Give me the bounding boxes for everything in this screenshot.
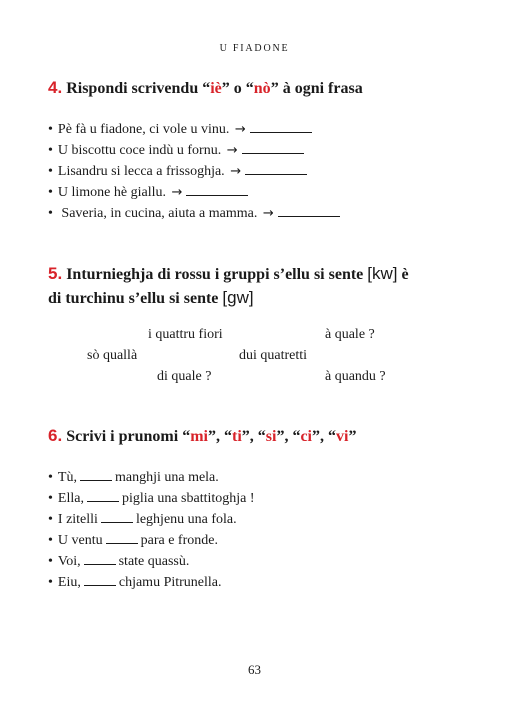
answer-blank[interactable]	[245, 162, 307, 175]
exercise-5-title-line2	[48, 286, 254, 311]
sentence-start: Ella,	[57, 491, 84, 506]
word-group[interactable]: sò quallà	[87, 348, 138, 363]
exercise-6-list	[48, 467, 255, 593]
word-group[interactable]: i quattru fiori	[148, 327, 223, 342]
sound-gw: [gw]	[222, 288, 254, 307]
exercise-6-title-pre: Scrivi i prunomi	[66, 428, 179, 445]
sentence-start: U ventu	[57, 533, 103, 548]
sentence-end: state quassù.	[118, 554, 190, 569]
exercise-4-title-post: ” à ogni frasa	[270, 80, 363, 97]
list-item: • Lisandru si lecca a frissoghja. →	[48, 161, 340, 182]
pronoun-vi: vi	[335, 428, 349, 445]
exercise-5-line1: Inturnieghja di rossu i gruppi s’ellu si sente	[66, 266, 364, 283]
list-item: • Pè fà u fiadone, ci vole u vinu. →	[48, 119, 340, 140]
word-group[interactable]: à quale ?	[325, 327, 375, 342]
list-item: • Tù, manghji una mela.	[48, 470, 219, 485]
sentence: U biscottu coce indù u fornu.	[57, 143, 222, 158]
pronoun-blank[interactable]	[84, 552, 116, 565]
arrow-right-icon: →	[226, 143, 238, 158]
pronoun-ti: ti	[231, 428, 242, 445]
running-header: U FIADONE	[219, 43, 290, 54]
exercise-5-line2: di turchinu s’ellu si sente	[48, 290, 219, 307]
exercise-6-title: 6. Scrivi i prunomi “mi”, “ti”, “si”, “ci”, “vi”	[48, 426, 357, 445]
sentence: U limone hè giallu.	[57, 185, 166, 200]
sentence-start: Voi,	[57, 554, 81, 569]
sound-kw: [kw]	[367, 264, 398, 283]
exercise-4-title-pre: Rispondi scrivendu “	[66, 80, 211, 97]
option-ie: iè	[210, 80, 222, 97]
list-item: • Saveria, in cucina, aiuta a mamma. →	[48, 203, 340, 224]
exercise-5-title	[48, 262, 409, 287]
exercise-5-number: 5.	[48, 264, 63, 283]
list-item: • Voi, state quassù.	[48, 554, 190, 569]
exercise-4-title-mid: ” o “	[221, 80, 254, 97]
list-item: • U ventu para e fronde.	[48, 533, 218, 548]
pronoun-blank[interactable]	[87, 489, 119, 502]
arrow-right-icon: →	[234, 122, 246, 137]
sentence-end: piglia una sbattitoghja !	[121, 491, 255, 506]
sentence: Saveria, in cucina, aiuta a mamma.	[61, 206, 258, 221]
exercise-4-number: 4.	[48, 78, 63, 97]
sentence-end: chjamu Pitrunella.	[118, 575, 222, 590]
word-group[interactable]: dui quatretti	[239, 348, 308, 363]
list-item: • U limone hè giallu. →	[48, 182, 340, 203]
answer-blank[interactable]	[250, 120, 312, 133]
pronoun-blank[interactable]	[101, 510, 133, 523]
exercise-4-title	[48, 76, 363, 101]
sentence-start: Eiu,	[57, 575, 81, 590]
sentence: Lisandru si lecca a frissoghja.	[57, 164, 225, 179]
pronoun-ci: ci	[300, 428, 312, 445]
arrow-right-icon: →	[262, 206, 274, 221]
answer-blank[interactable]	[278, 204, 340, 217]
page-number: 63	[248, 662, 261, 677]
sentence-end: para e fronde.	[140, 533, 218, 548]
pronoun-blank[interactable]	[84, 573, 116, 586]
list-item: • I zitelli leghjenu una fola.	[48, 512, 237, 527]
arrow-right-icon: →	[230, 164, 242, 179]
list-item: • Eiu, chjamu Pitrunella.	[48, 575, 222, 590]
sentence: Pè fà u fiadone, ci vole u vinu.	[57, 122, 230, 137]
list-item: • Ella, piglia una sbattitoghja !	[48, 491, 255, 506]
exercise-5-line1-end: è	[401, 266, 409, 283]
sentence-end: leghjenu una fola.	[135, 512, 237, 527]
pronoun-blank[interactable]	[80, 468, 112, 481]
exercise-6-number: 6.	[48, 426, 63, 445]
pronoun-si: si	[265, 428, 277, 445]
pronoun-blank[interactable]	[106, 531, 138, 544]
exercise-4-list	[48, 119, 340, 224]
pronoun-mi: mi	[190, 428, 208, 445]
word-group[interactable]: à quandu ?	[325, 369, 386, 384]
word-group[interactable]: di quale ?	[157, 369, 212, 384]
sentence-end: manghji una mela.	[114, 470, 219, 485]
sentence-start: Tù,	[57, 470, 77, 485]
answer-blank[interactable]	[242, 141, 304, 154]
sentence-start: I zitelli	[57, 512, 98, 527]
list-item: • U biscottu coce indù u fornu. →	[48, 140, 340, 161]
answer-blank[interactable]	[186, 183, 248, 196]
arrow-right-icon: →	[171, 185, 183, 200]
option-no: nò	[253, 80, 271, 97]
